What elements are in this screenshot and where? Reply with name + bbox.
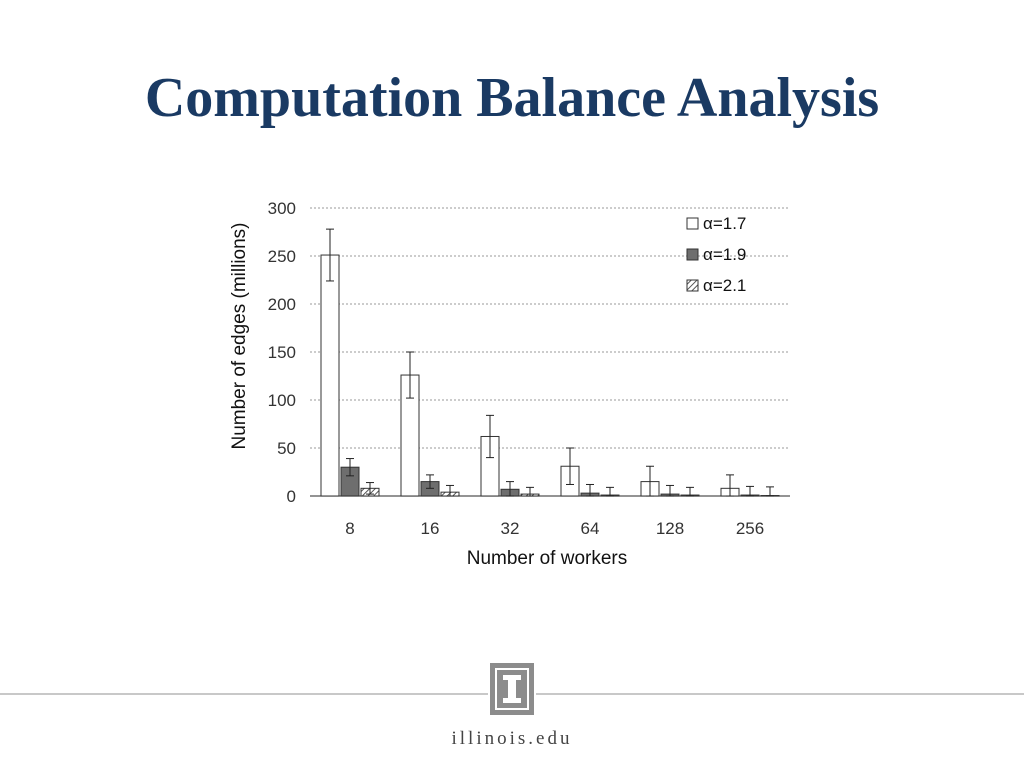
x-tick-label: 64 (580, 519, 600, 538)
x-tick-label: 256 (735, 519, 765, 538)
bars (321, 229, 779, 496)
legend-swatch-open (687, 218, 698, 229)
x-tick-label: 128 (655, 519, 685, 538)
y-tick-label: 200 (267, 295, 296, 314)
y-axis-label: Number of edges (millions) (229, 222, 250, 450)
x-axis-label: Number of workers (466, 548, 628, 569)
footer-divider-left (0, 693, 488, 695)
y-tick-label: 150 (267, 343, 296, 362)
x-tick-label: 8 (345, 519, 355, 538)
x-tick-label: 16 (420, 519, 440, 538)
bar-open-8 (321, 255, 339, 496)
bar-chart (215, 190, 815, 580)
university-logo (490, 663, 534, 715)
y-tick-label: 100 (267, 391, 296, 410)
y-tick-label: 50 (277, 439, 296, 458)
y-tick-label: 250 (267, 247, 296, 266)
legend-label-3: α=2.1 (703, 276, 747, 295)
legend-label-2: α=1.9 (703, 245, 747, 264)
footer-url: illinois.edu (451, 728, 573, 749)
block-i-icon (503, 675, 521, 703)
footer-divider-right (536, 693, 1024, 695)
y-tick-label: 300 (267, 199, 296, 218)
legend-label-1: α=1.7 (703, 214, 747, 233)
x-tick-label: 32 (500, 519, 520, 538)
slide-title: Computation Balance Analysis (144, 67, 880, 129)
y-tick-label: 0 (286, 487, 296, 506)
legend-swatch-dark (687, 249, 698, 260)
legend-swatch-hatched (687, 280, 698, 291)
legend (687, 214, 746, 295)
